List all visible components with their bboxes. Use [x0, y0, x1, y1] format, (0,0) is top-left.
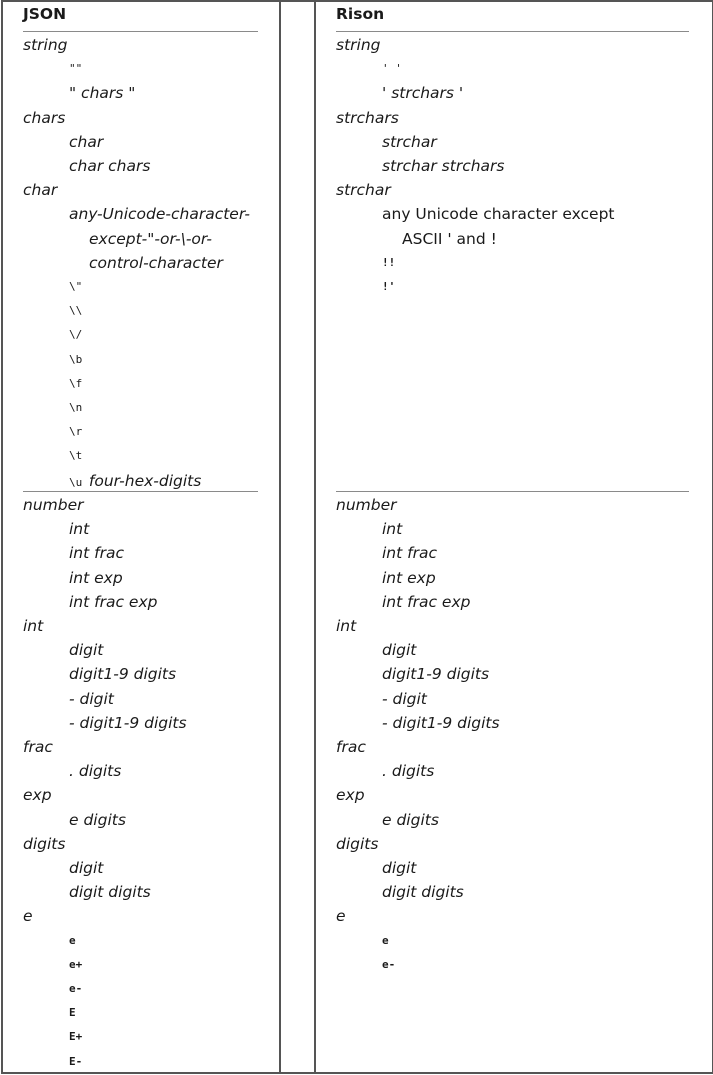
rison-number-line: digit digits	[382, 883, 464, 902]
json-number-line: digit	[69, 641, 104, 660]
rison-header: Rison	[336, 5, 385, 23]
json-string-line: except-"-or-\-or-	[89, 229, 213, 248]
rison-number-line: number	[336, 496, 397, 514]
json-string-line: any-Unicode-character-	[69, 205, 250, 224]
rison-number-line: exp	[336, 786, 365, 805]
column-gap	[279, 0, 314, 1074]
json-string-line: chars	[23, 108, 66, 127]
json-header: JSON	[23, 5, 67, 23]
rison-number-line: frac	[336, 738, 366, 756]
json-number-line: - digit	[69, 689, 114, 708]
rison-string-line: ' strchars '	[382, 84, 464, 103]
rison-string-line: strchars	[336, 108, 399, 127]
json-number-line: frac	[23, 738, 53, 756]
json-number-line: e	[69, 933, 76, 947]
json-number-line: E	[69, 1006, 76, 1020]
json-number-line: e	[23, 907, 33, 926]
rison-number-line: int frac exp	[382, 592, 471, 611]
json-number-line: int frac	[69, 544, 124, 563]
rison-number-line: e	[382, 933, 389, 947]
json-number-line: number	[23, 496, 84, 514]
json-number-line: E-	[69, 1054, 83, 1068]
json-string-line: ""	[69, 62, 83, 76]
json-string-line: char	[23, 181, 58, 200]
json-string-line: \n	[69, 401, 83, 414]
json-string-line: char	[69, 132, 104, 151]
json-string-line: \f	[69, 376, 83, 390]
rison-number-line: int frac	[382, 544, 437, 563]
rison-number-line: int exp	[382, 568, 436, 587]
rison-number-line: - digit	[382, 689, 427, 708]
json-string-line: " chars "	[69, 84, 136, 103]
rison-number-line: int	[336, 617, 357, 635]
json-number-line: E+	[69, 1030, 83, 1044]
json-string-line: string	[23, 36, 68, 54]
json-string-line: \r	[69, 425, 83, 439]
json-string-line: control-character	[89, 253, 223, 272]
json-number-line: e-	[69, 982, 83, 995]
json-string-line: \b	[69, 352, 83, 366]
rison-string-line: strchar	[336, 181, 391, 200]
rison-number-line: int	[382, 520, 403, 539]
json-number-line: int frac exp	[69, 592, 158, 611]
rison-header-rule	[336, 31, 689, 32]
rison-section-rule	[336, 491, 689, 492]
rison-string-line: any Unicode character except	[382, 205, 615, 224]
json-number-line: digit	[69, 859, 104, 877]
rison-number-line: digit1-9 digits	[382, 665, 490, 684]
rison-string-line: strchar	[382, 132, 437, 151]
json-string-line: \u four-hex-digits	[69, 471, 202, 490]
json-number-line: int exp	[69, 568, 123, 587]
rison-string-line: ASCII ' and !	[402, 229, 497, 248]
json-number-line: . digits	[69, 762, 122, 781]
json-number-line: - digit1-9 digits	[69, 713, 187, 732]
rison-string-line: ' '	[382, 62, 402, 76]
rison-number-line: e	[336, 907, 346, 926]
rison-string-line: !'	[382, 280, 396, 293]
rison-number-line: - digit1-9 digits	[382, 713, 500, 732]
json-string-line: \"	[69, 280, 83, 293]
rison-string-line: !!	[382, 255, 396, 269]
json-header-rule	[23, 31, 258, 32]
json-number-line: exp	[23, 786, 52, 805]
rison-number-line: e digits	[382, 810, 439, 829]
rison-number-line: digit	[382, 641, 417, 660]
json-number-line: int	[23, 617, 44, 635]
rison-number-line: e-	[382, 957, 396, 971]
rison-number-line: . digits	[382, 762, 435, 781]
json-number-line: e+	[69, 957, 83, 971]
json-number-line: int	[69, 520, 90, 539]
json-string-line: \\	[69, 304, 83, 318]
json-string-line: \/	[69, 328, 83, 342]
rison-string-line: strchar strchars	[382, 157, 505, 175]
json-number-line: e digits	[69, 810, 126, 829]
json-string-line: \t	[69, 449, 83, 463]
rison-number-line: digit	[382, 859, 417, 877]
rison-grammar-column	[314, 0, 713, 1074]
json-string-line: char chars	[69, 157, 151, 175]
json-number-line: digit digits	[69, 883, 151, 902]
rison-string-line: string	[336, 36, 381, 54]
rison-number-line: digits	[336, 834, 379, 853]
json-number-line: digit1-9 digits	[69, 665, 177, 684]
json-number-line: digits	[23, 834, 66, 853]
table-bottom-border	[1, 1072, 712, 1074]
